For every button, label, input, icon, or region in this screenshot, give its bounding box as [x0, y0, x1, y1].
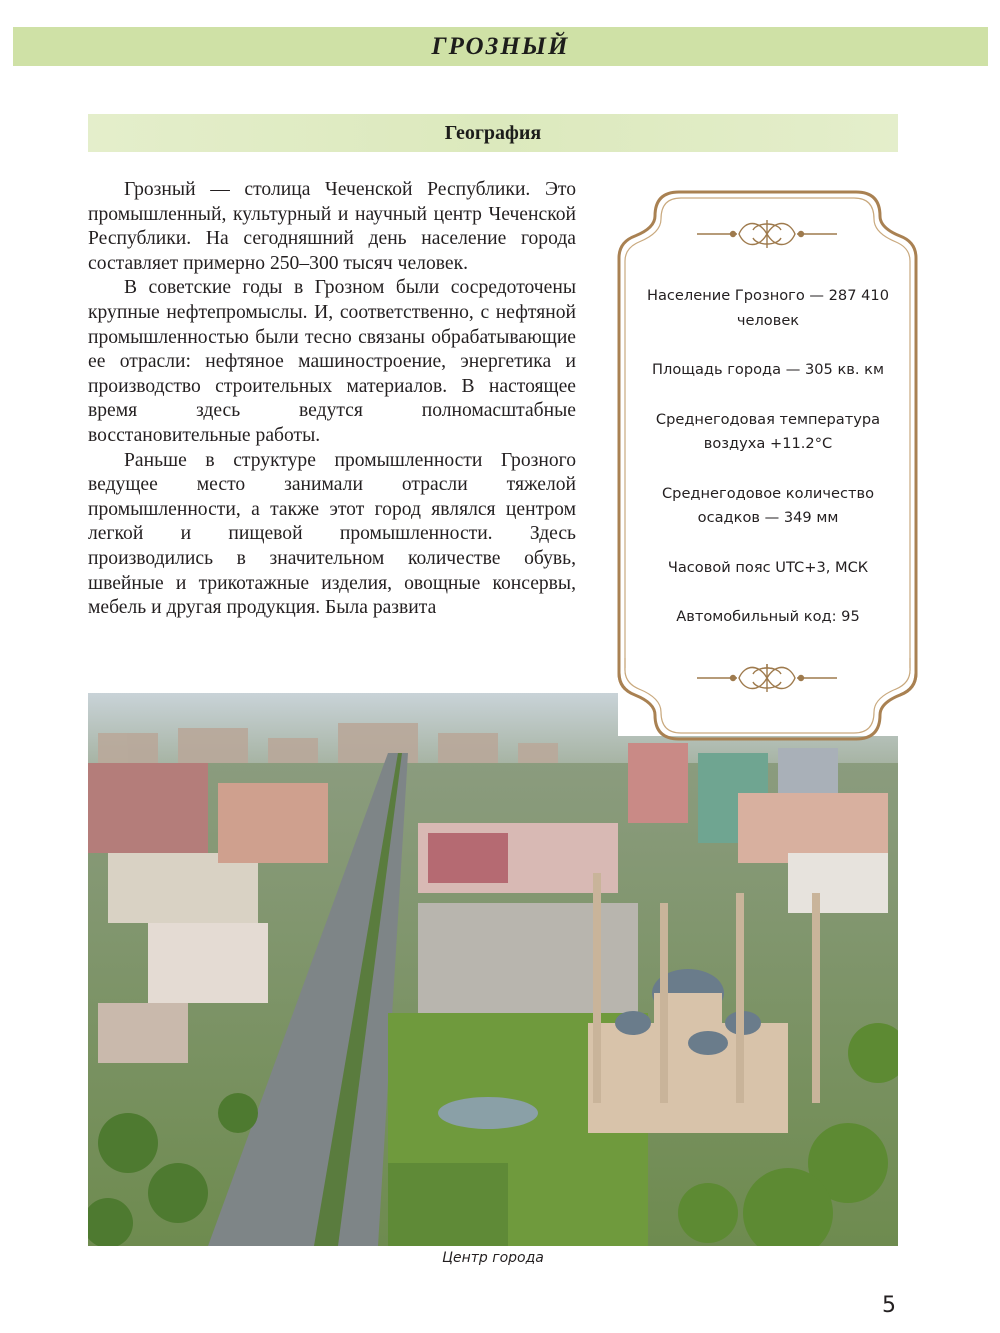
paragraph: Грозный — столица Чеченской Республики. Это промышленный, культурный и научный центр Чеченской Республики. На сегодняшний день население города составляет примерно 250–300 тысяч человек.: [88, 179, 576, 274]
section-heading: География: [444, 122, 542, 144]
city-facts: [637, 284, 899, 655]
paragraph: В советские годы в Грозном были сосредоточены крупные нефтепромыслы. И, соответственно, с нефтяной промышленностью были тесно связаны обрабатывающие ее отрасли: нефтяное машиностроение, энергетика и производство строительных материалов. В настоящее время здесь ведутся полномасштабные восстановительные работы.: [88, 277, 576, 446]
page-number: 5: [882, 1293, 896, 1318]
fact-timezone: Часовой пояс UTC+3, МСК: [667, 558, 869, 576]
fact-car-code: Автомобильный код: 95: [676, 608, 860, 625]
fact-temperature: Среднегодовая температура воздуха +11.2°C: [655, 410, 881, 452]
aerial-city-image: [88, 693, 898, 1246]
chapter-title: ГРОЗНЫЙ: [431, 33, 570, 60]
chapter-title-band: [13, 27, 988, 66]
photo-cutout: [618, 690, 900, 736]
photo-caption: Центр города: [442, 1250, 544, 1266]
paragraph: Раньше в структуре промышленности Грозного ведущее место занимали отрасли тяжелой промышленности, а также этот город являлся центром легкой и пищевой промышленности. Здесь производились в значительном количестве обувь, швейные и трикотажные изделия, овощные консервы, мебель и другая продукция. Была развита: [88, 449, 576, 619]
section-heading-band: [88, 114, 898, 152]
fact-population: Население Грозного — 287 410 человек: [646, 287, 889, 329]
fact-precipitation: Среднегодовое количество осадков — 349 мм: [661, 484, 874, 526]
city-center-photo: [88, 693, 898, 1246]
article-text: [88, 178, 576, 621]
fact-area: Площадь города — 305 кв. км: [652, 361, 884, 378]
